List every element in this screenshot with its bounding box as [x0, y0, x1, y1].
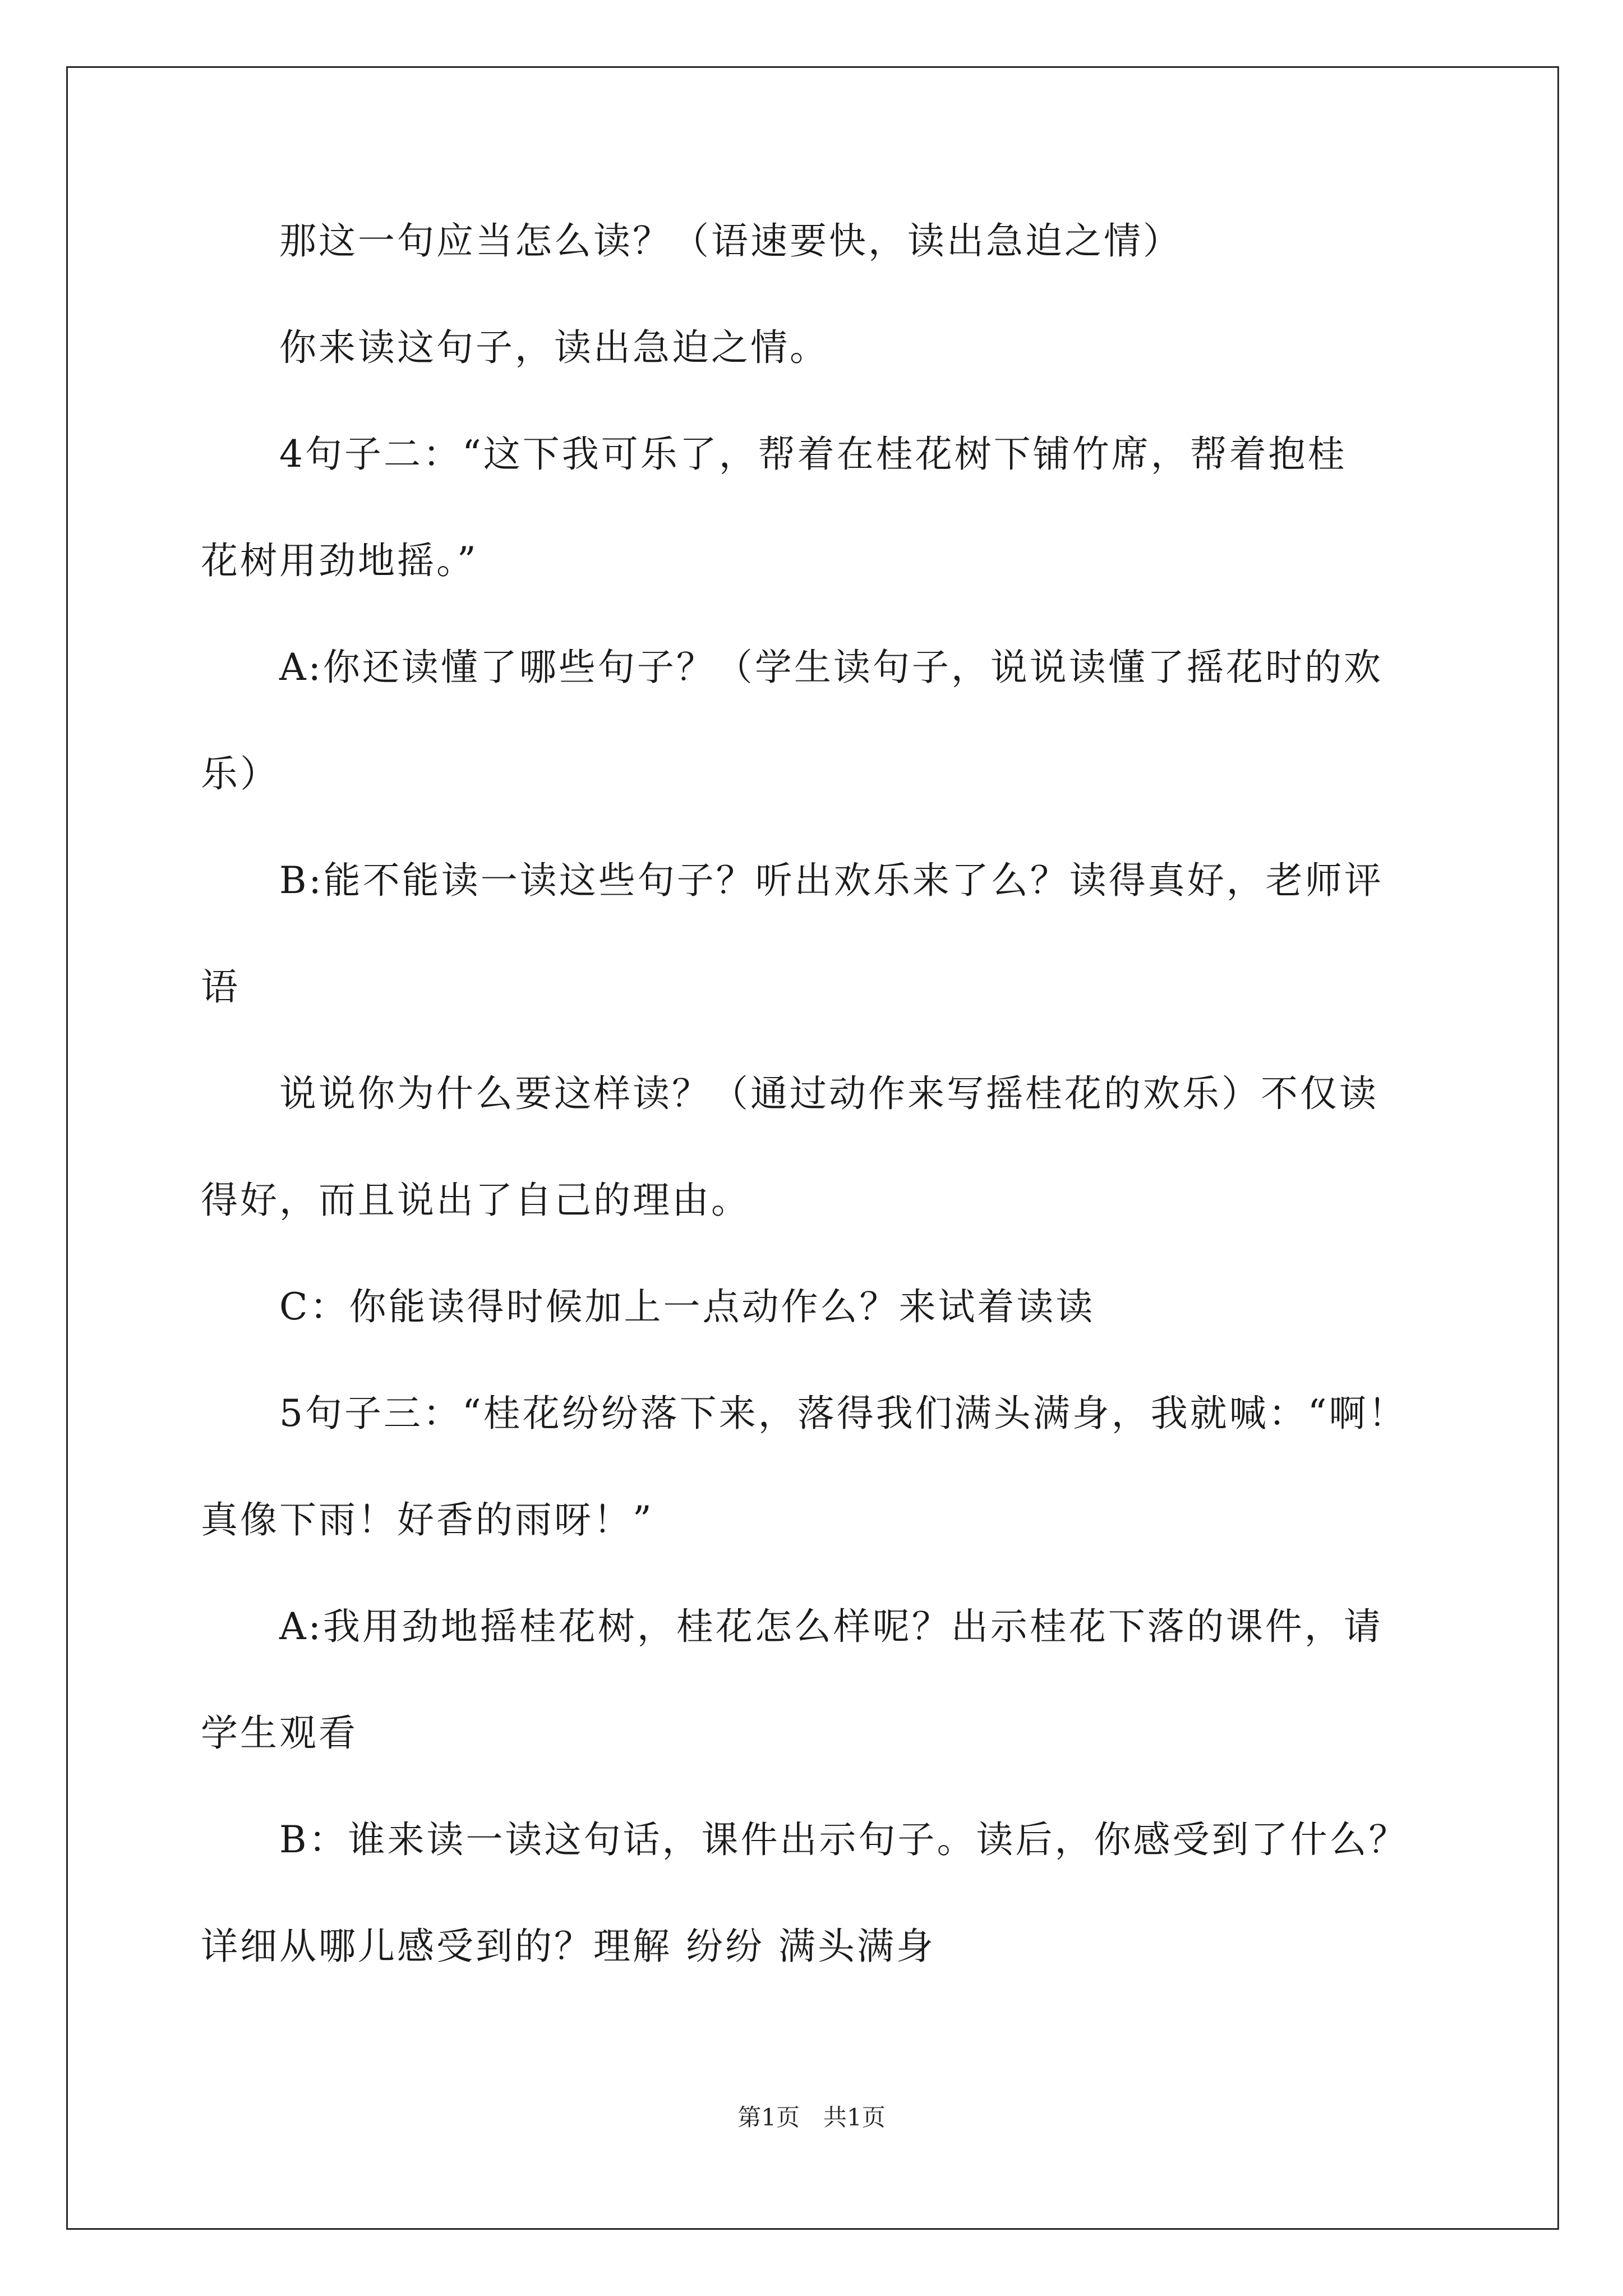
- paragraph-line: 你来读这句子，读出急迫之情。: [279, 326, 829, 369]
- paragraph-line: 花树用劲地摇。”: [201, 539, 478, 582]
- paragraph-line: A:你还读懂了哪些句子？（学生读句子，说说读懂了摇花时的欢: [279, 646, 1383, 689]
- paragraph-line: 那这一句应当怎么读？（语速要快，读出急迫之情）: [279, 219, 1182, 263]
- paragraph-line: C：你能读得时候加上一点动作么？来试着读读: [279, 1285, 1095, 1328]
- paragraph-line: 语: [201, 965, 240, 1009]
- paragraph-line: B：谁来读一读这句话，课件出示句子。读后，你感受到了什么？: [279, 1818, 1408, 1861]
- paragraph-line: B:能不能读一读这些句子？听出欢乐来了么？读得真好，老师评: [279, 859, 1384, 902]
- page-border: [66, 66, 1559, 2230]
- paragraph-line: 详细从哪儿感受到的？理解 纷纷 满头满身: [201, 1925, 935, 1968]
- paragraph-line: 说说你为什么要这样读？（通过动作来写摇桂花的欢乐）不仅读: [279, 1072, 1378, 1115]
- paragraph-line: 得好，而且说出了自己的理由。: [201, 1179, 750, 1222]
- paragraph-line: 4句子二：“这下我可乐了，帮着在桂花树下铺竹席，帮着抱桂: [279, 432, 1347, 476]
- paragraph-line: 真像下雨！好香的雨呀！”: [201, 1498, 654, 1542]
- paragraph-line: 5句子三：“桂花纷纷落下来，落得我们满头满身，我就喊：“啊！: [279, 1392, 1408, 1435]
- page-number-footer: 第1页 共1页: [737, 2104, 886, 2131]
- paragraph-line: 学生观看: [201, 1711, 358, 1755]
- paragraph-line: A:我用劲地摇桂花树，桂花怎么样呢？出示桂花下落的课件，请: [279, 1605, 1383, 1648]
- paragraph-line: 乐）: [201, 752, 279, 795]
